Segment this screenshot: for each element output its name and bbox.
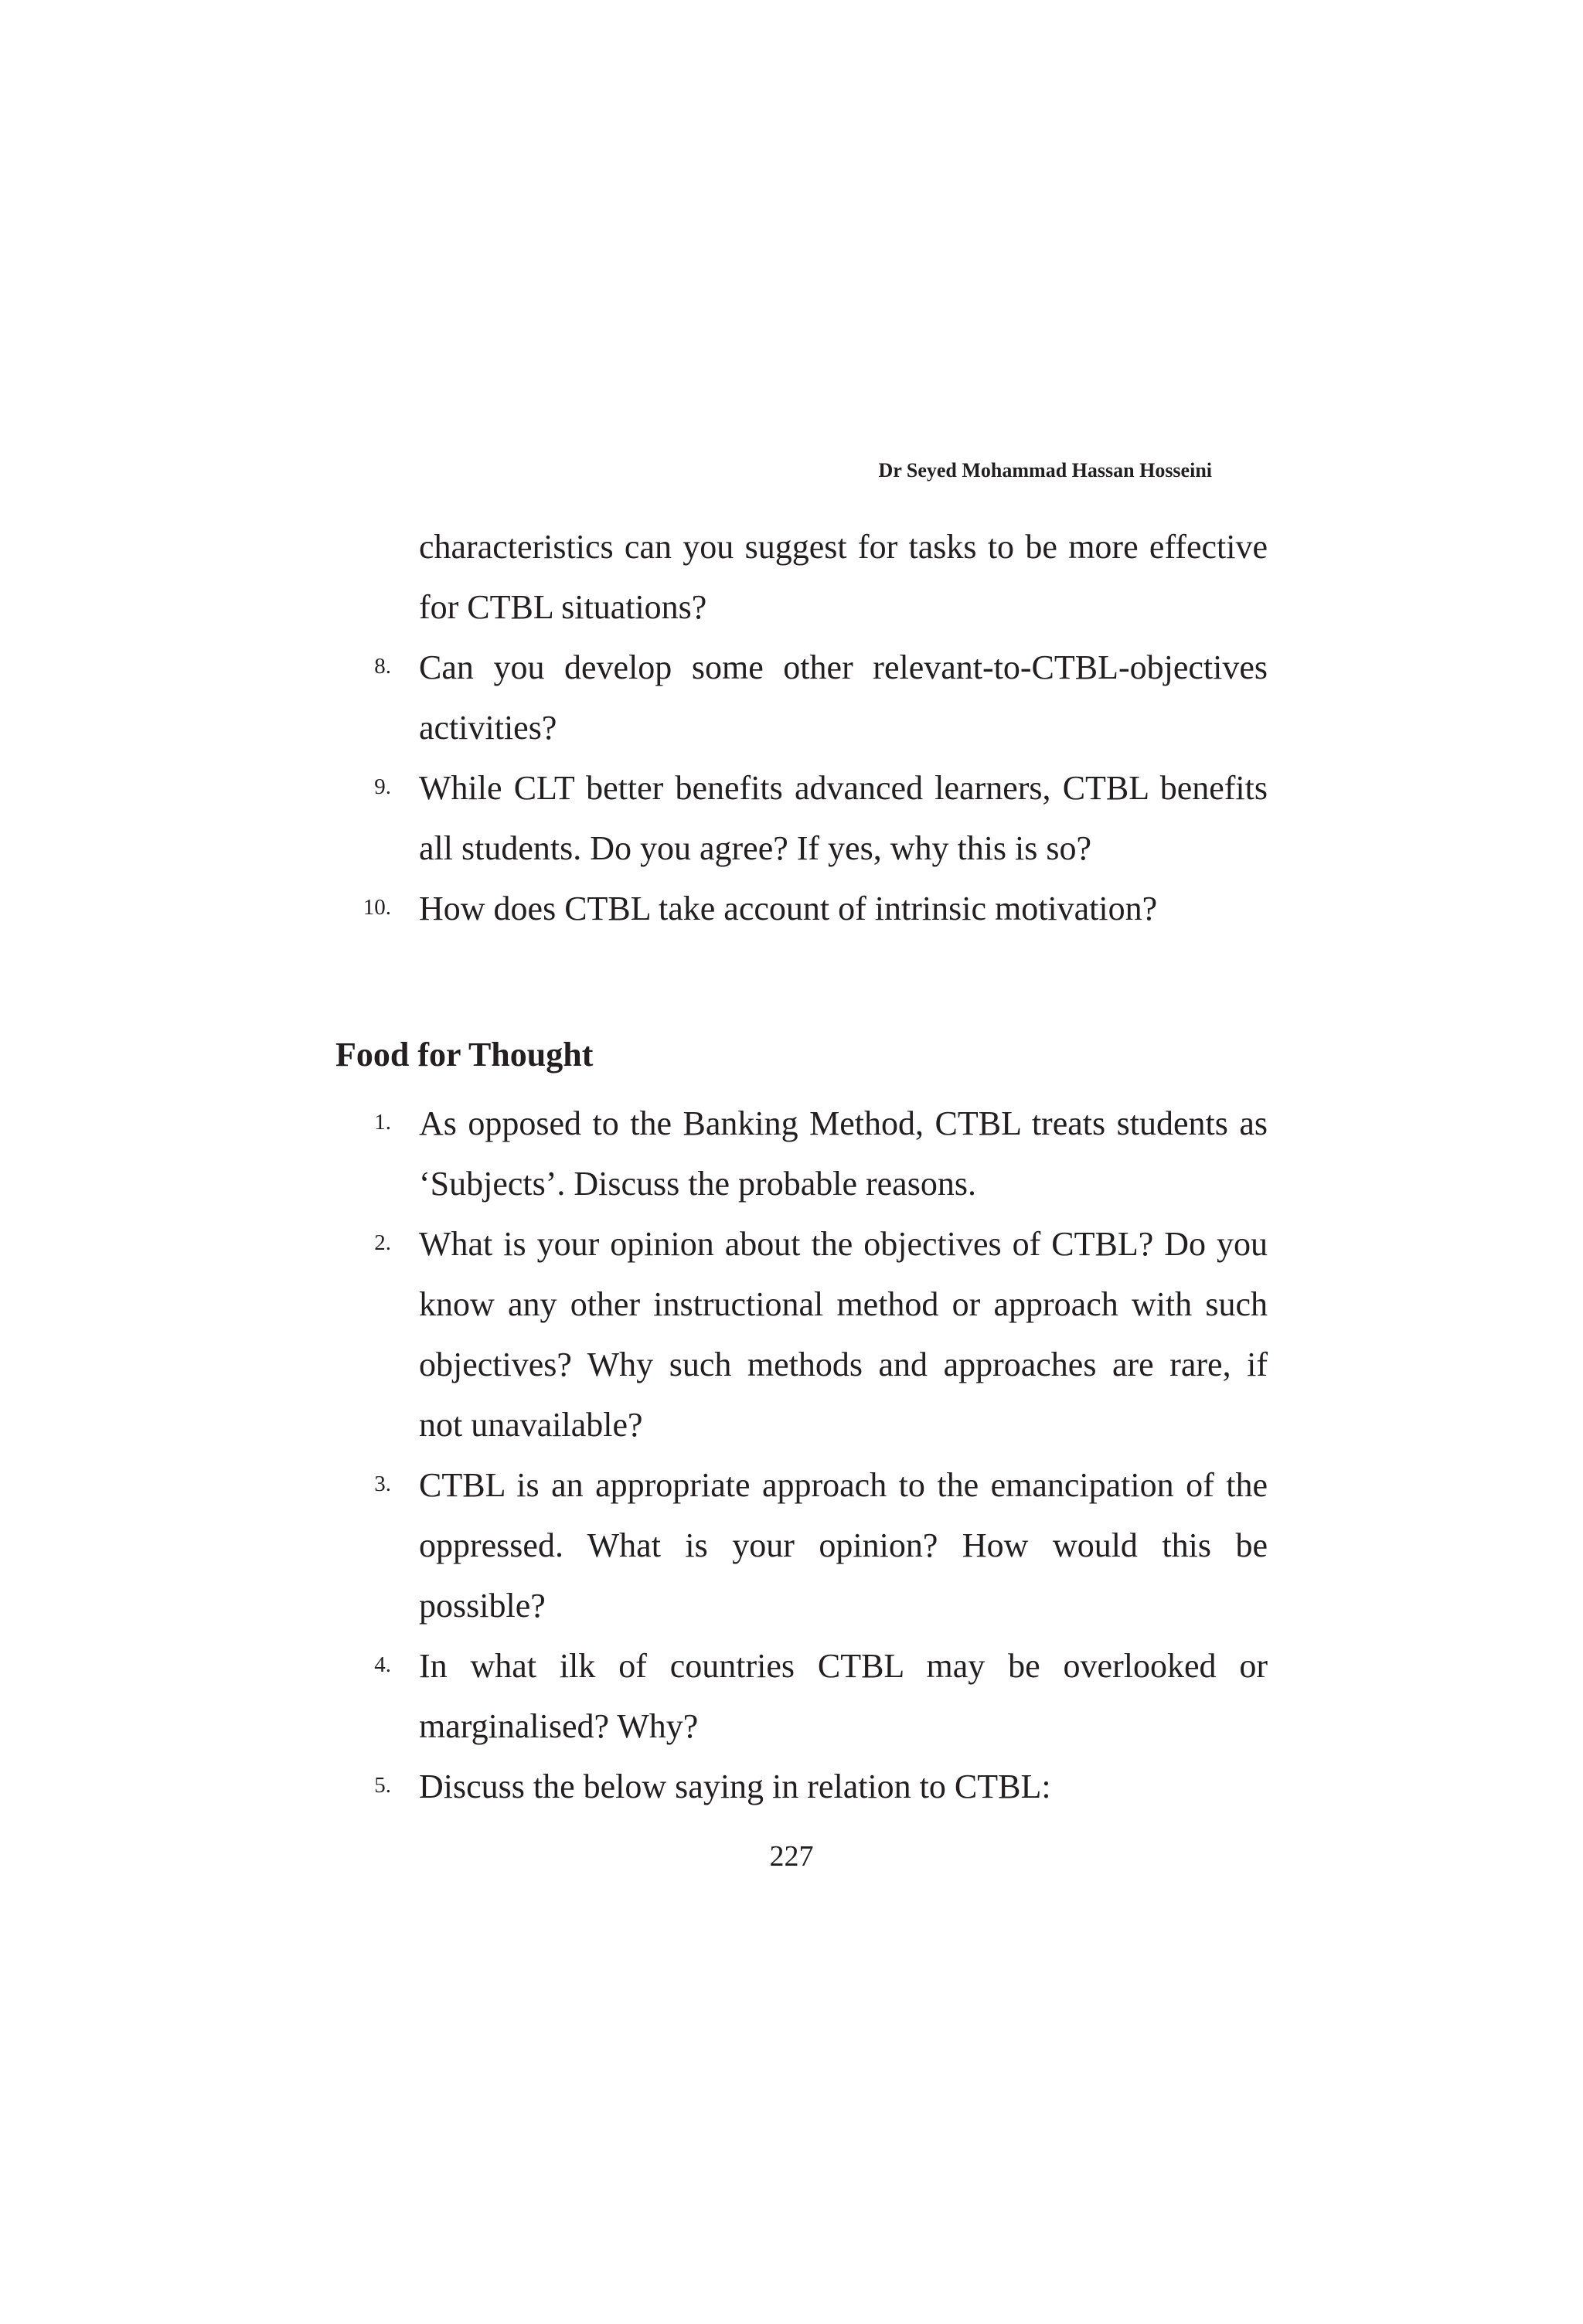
list-item-line: Discuss the below saying in relation to CTBL: [419,1768,1051,1805]
list-item-number: 5. [374,1773,391,1798]
list-item-line: CTBL is an appropriate approach to the emancipation of the [419,1466,1268,1504]
list-item-line: ‘Subjects’. Discuss the probable reasons. [419,1165,976,1203]
list-item-line: What is your opinion about the objectives of CTBL? Do you [419,1225,1268,1263]
list-item-number: 4. [374,1652,391,1677]
list-item-number: 2. [374,1230,391,1255]
list-item-line: Can you develop some other relevant-to-CTBL-objectives [419,648,1268,686]
list-item-line: know any other instructional method or approach with such [419,1285,1268,1323]
list-item-line: objectives? Why such methods and approaches are rare, if [419,1346,1268,1383]
section-heading: Food for Thought [335,1036,594,1074]
list-item-number: 8. [374,654,391,679]
list-item-number: 10. [363,895,391,920]
list-item-line: not unavailable? [419,1406,643,1444]
running-head: Dr Seyed Mohammad Hassan Hosseini [878,459,1212,481]
list-item-line: all students. Do you agree? If yes, why this is so? [419,829,1092,867]
list-item-number: 1. [374,1110,391,1135]
continued-item-line: for CTBL situations? [419,588,707,626]
list-item-line: As opposed to the Banking Method, CTBL treats students as [419,1104,1268,1142]
list-item-line: In what ilk of countries CTBL may be overlooked or [419,1647,1268,1685]
list-item-line: oppressed. What is your opinion? How would this be [419,1526,1268,1564]
list-item-line: possible? [419,1587,546,1625]
list-item-number: 3. [374,1472,391,1496]
list-item-line: While CLT better benefits advanced learners, CTBL benefits [419,769,1268,807]
list-item-number: 9. [374,774,391,799]
list-item-line: How does CTBL take account of intrinsic motivation? [419,890,1158,927]
list-item-line: marginalised? Why? [419,1707,699,1745]
continued-item-line: characteristics can you suggest for tasks to be more effective [419,528,1268,566]
list-item-line: activities? [419,709,557,747]
page-number: 227 [769,1840,814,1873]
